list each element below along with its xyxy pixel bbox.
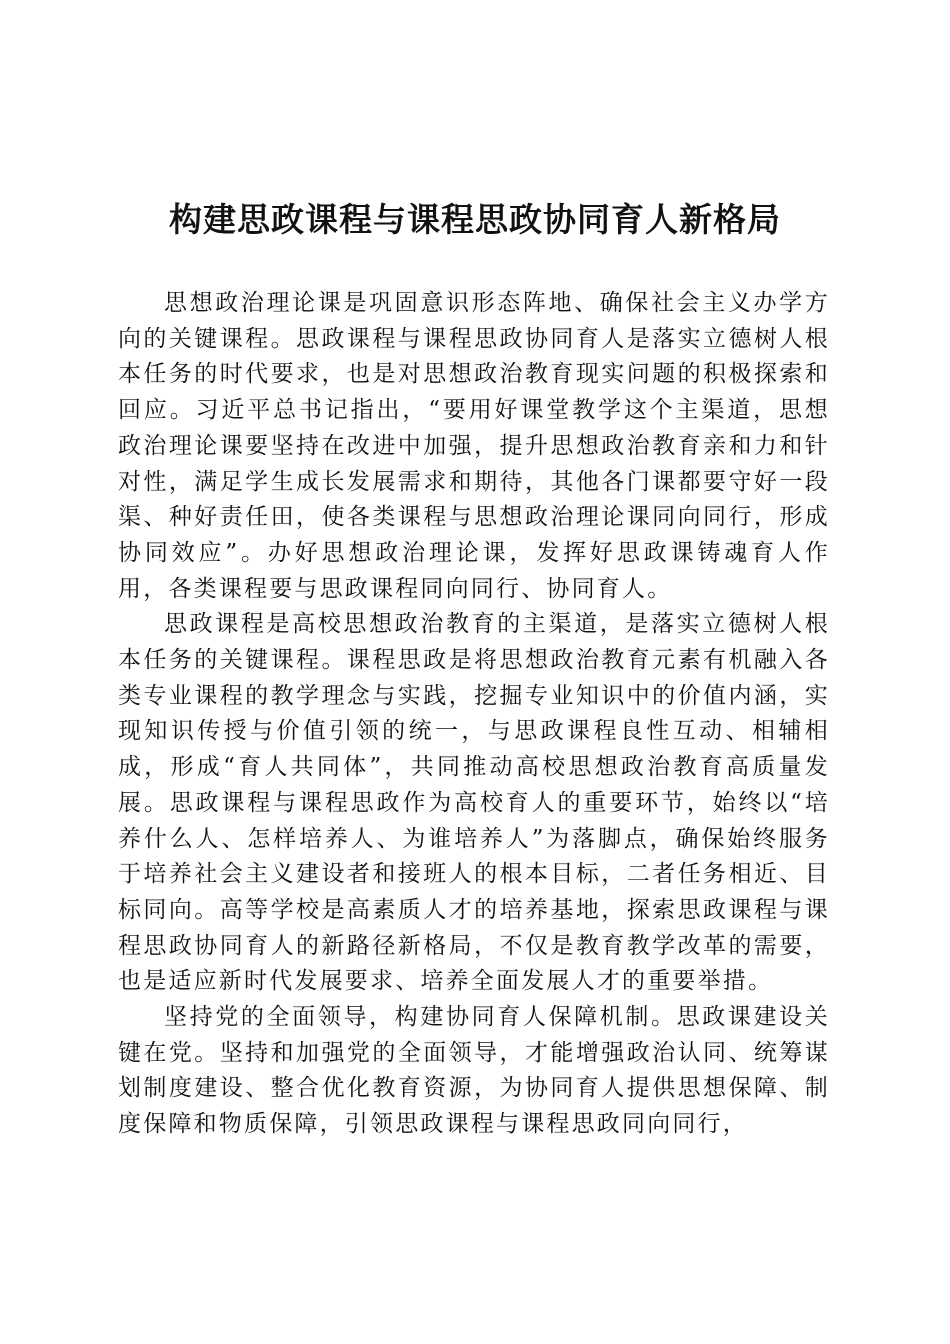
paragraph: 坚持党的全面领导，构建协同育人保障机制。思政课建设关键在党。坚持和加强党的全面领导，才能增强政治认同、统筹谋划制度建设、整合优化教育资源，为协同育人提供思想保障、制度保障和物质保障，引领思政课程与课程思政同向同行， bbox=[118, 1004, 830, 1138]
document-body bbox=[118, 286, 830, 1143]
paragraph: 思政课程是高校思想政治教育的主渠道，是落实立德树人根本任务的关键课程。课程思政是将思想政治教育元素有机融入各类专业课程的教学理念与实践，挖掘专业知识中的价值内涵，实现知识传授与价值引领的统一，与思政课程良性互动、相辅相成，形成“育人共同体”，共同推动高校思想政治教育高质量发展。思政课程与课程思政作为高校育人的重要环节，始终以“培养什么人、怎样培养人、为谁培养人”为落脚点，确保始终服务于培养社会主义建设者和接班人的根本目标，二者任务相近、目标同向。高等学校是高素质人才的培养基地，探索思政课程与课程思政协同育人的新路径新格局，不仅是教育教学改革的需要，也是适应新时代发展要求、培养全面发展人才的重要举措。 bbox=[118, 611, 830, 995]
document-title: 构建思政课程与课程思政协同育人新格局 bbox=[169, 200, 781, 239]
paragraph: 思想政治理论课是巩固意识形态阵地、确保社会主义办学方向的关键课程。思政课程与课程思政协同育人是落实立德树人根本任务的时代要求，也是对思想政治教育现实问题的积极探索和回应。习近平总书记指出，“要用好课堂教学这个主渠道，思想政治理论课要坚持在改进中加强，提升思想政治教育亲和力和针对性，满足学生成长发展需求和期待，其他各门课都要守好一段渠、种好责任田，使各类课程与思想政治理论课同向同行，形成协同效应”。办好思想政治理论课，发挥好思政课铸魂育人作用，各类课程要与思政课程同向同行、协同育人。 bbox=[118, 290, 830, 602]
